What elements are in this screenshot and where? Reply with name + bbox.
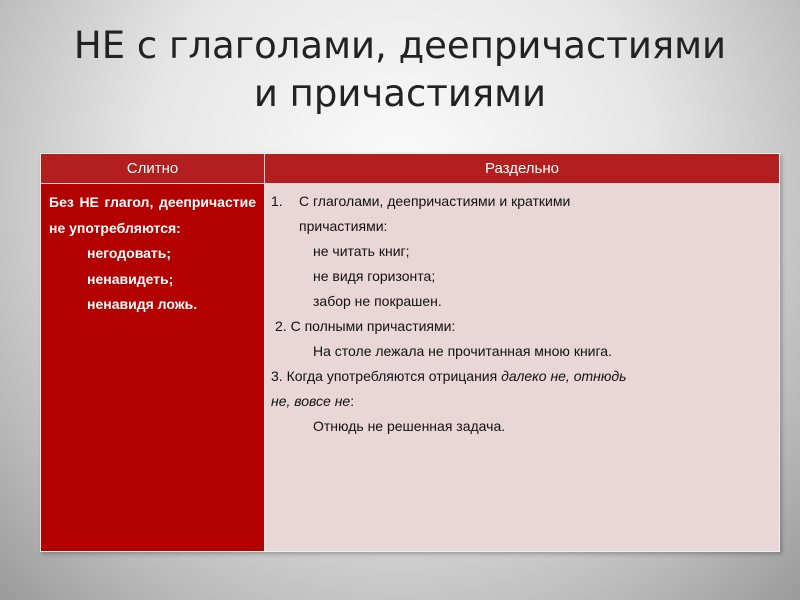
razdelno-cell (265, 184, 779, 551)
title-line-1: НЕ с глаголами, деепричастиями (73, 24, 727, 67)
slitno-intro: Без НЕ глагол, деепричастие не употребляются: (49, 194, 256, 236)
header-razdelno: Раздельно (265, 154, 779, 184)
rule-3-example: Отнюдь не решенная задача. (313, 418, 506, 434)
slitno-example-2: ненавидеть; (87, 270, 174, 287)
rule-1 (271, 189, 773, 214)
rule-1-text: С глаголами, деепричастиями и краткими (299, 193, 571, 209)
header-slitno: Слитно (41, 154, 265, 184)
slitno-example-3: ненавидя ложь. (87, 296, 198, 312)
slide-title (0, 22, 800, 118)
rule-3-italic-2: не, вовсе не (271, 393, 351, 409)
rule-3-colon: : (350, 393, 355, 409)
rule-3-italic-1: далеко не, отнюдь (501, 368, 627, 384)
rule-3-line-2 (271, 389, 773, 414)
slitno-cell (41, 184, 265, 551)
rule-1-example-3: забор не покрашен. (313, 293, 442, 309)
rule-1-example-1: не читать книг; (313, 243, 410, 259)
title-line-2: и причастиями (253, 72, 547, 115)
slitno-example-1: негодовать; (87, 245, 172, 261)
rule-1-example-2: не видя горизонта; (313, 268, 436, 284)
rule-3-text: 3. Когда употребляются отрицания (271, 368, 502, 384)
rules-table (40, 153, 780, 552)
rule-2-example: На столе лежала не прочитанная мною книга. (313, 343, 612, 359)
rule-3-line-1 (271, 364, 773, 389)
rule-1-number: 1. (271, 193, 283, 209)
rule-1-text-cont: причастиями: (299, 218, 388, 234)
rule-2-text: 2. С полными причастиями: (275, 318, 456, 334)
